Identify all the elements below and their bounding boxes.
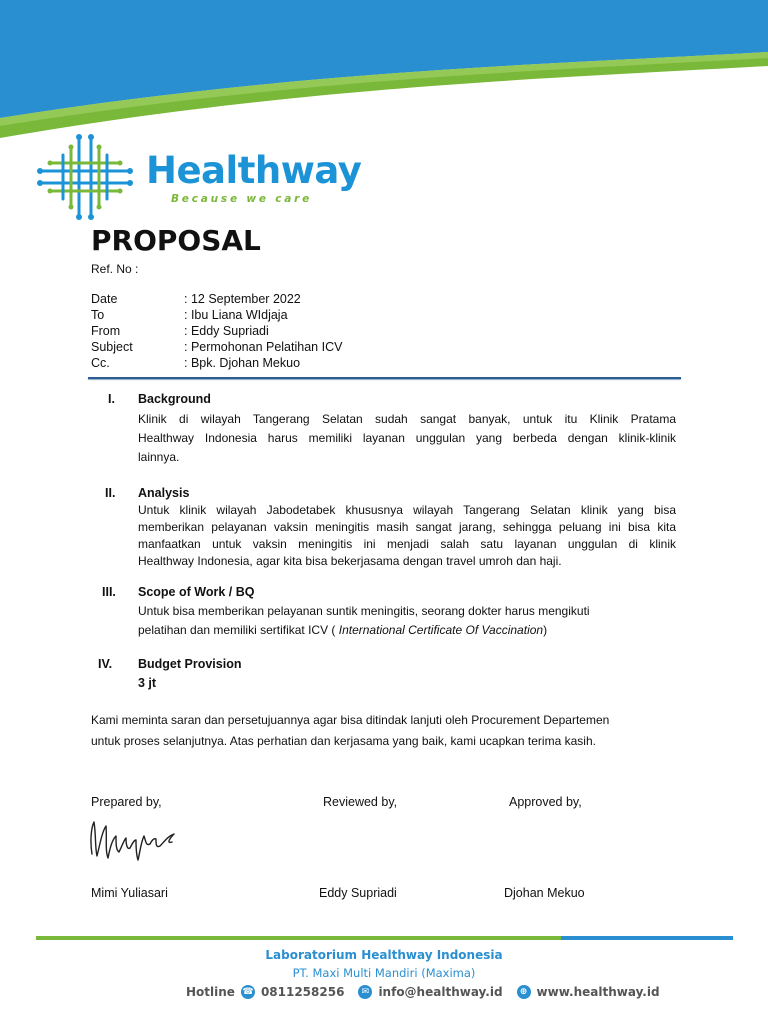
section-title-scope: Scope of Work / BQ <box>138 585 255 599</box>
prepared-by-name: Mimi Yuliasari <box>91 886 168 900</box>
footer-lab-name: Laboratorium Healthway Indonesia <box>265 948 503 962</box>
meta-row-to: To : Ibu Liana WIdjaja <box>91 308 288 322</box>
phone-icon: ☎ <box>242 987 254 997</box>
section-body-scope: Untuk bisa memberikan pelayanan suntik meningitis, seorang dokter harus mengikuti pelatihan dan memiliki sertifikat ICV ( International Certificate Of Vaccination) <box>138 604 590 637</box>
meta-row-date: Date : 12 September 2022 <box>91 292 301 306</box>
section-number: I. <box>108 392 115 406</box>
meta-row-subject: Subject : Permohonan Pelatihan ICV <box>91 340 343 354</box>
footer-company-name: PT. Maxi Multi Mandiri (Maxima) <box>292 966 476 980</box>
budget-value: 3 jt <box>138 676 157 690</box>
section-number: II. <box>105 486 116 500</box>
footer-divider <box>36 936 733 940</box>
hotline-label: Hotline <box>186 985 235 999</box>
footer-contacts <box>186 985 660 999</box>
section-title-analysis: Analysis <box>138 486 190 500</box>
reviewed-by-label: Reviewed by, <box>323 795 398 809</box>
healthway-logo-icon <box>36 133 134 221</box>
hotline-number: 0811258256 <box>260 985 345 999</box>
meta-row-from: From : Eddy Supriadi <box>91 324 269 338</box>
prepared-by-label: Prepared by, <box>91 795 162 809</box>
section-body-analysis: Untuk klinik wilayah Jabodetabek khususnya wilayah Tangerang Selatan klinik yang bisa memberikan pelayanan vaksin meningitis masih sangat jarang, sehingga peluang ini bisa kita manfaatkan untuk vaksin meningitis ini menjadi salah satu layanan unggulan di klinik Healthway Indonesia, agar kita bisa bekerjasama dengan travel umroh dan haji. <box>138 503 676 568</box>
header-divider <box>88 377 681 379</box>
brand-tagline: Because we care <box>171 193 313 205</box>
meta-row-cc: Cc. : Bpk. Djohan Mekuo <box>91 356 301 370</box>
approved-by-name: Djohan Mekuo <box>504 886 585 900</box>
brand-name: Healthway <box>146 149 362 192</box>
document-title: PROPOSAL <box>91 224 261 257</box>
section-number: IV. <box>98 657 113 671</box>
reference-number: Ref. No : <box>91 262 139 276</box>
section-number: III. <box>102 585 116 599</box>
globe-icon: ⊕ <box>517 985 531 999</box>
reviewed-by-name: Eddy Supriadi <box>319 886 397 900</box>
section-title-budget: Budget Provision <box>138 657 242 671</box>
header-wave <box>0 0 768 140</box>
footer-website: www.healthway.id <box>536 985 660 999</box>
approved-by-label: Approved by, <box>509 795 582 809</box>
section-title-background: Background <box>138 392 211 406</box>
signature-mark <box>86 814 182 866</box>
section-body-background: Klinik di wilayah Tangerang Selatan sudah sangat banyak, untuk itu Klinik Pratama Healthway Indonesia harus memiliki layanan unggulan yang berbeda dengan klinik-klinik lainnya. <box>138 412 676 464</box>
footer-email: info@healthway.id <box>378 985 503 999</box>
closing-paragraph: Kami meminta saran dan persetujuannya agar bisa ditindak lanjuti oleh Procurement Departemen untuk proses selanjutnya. Atas perhatian dan kerjasama yang baik, kami ucapkan terima kasih. <box>91 713 610 748</box>
email-icon: ✉ <box>358 985 372 999</box>
